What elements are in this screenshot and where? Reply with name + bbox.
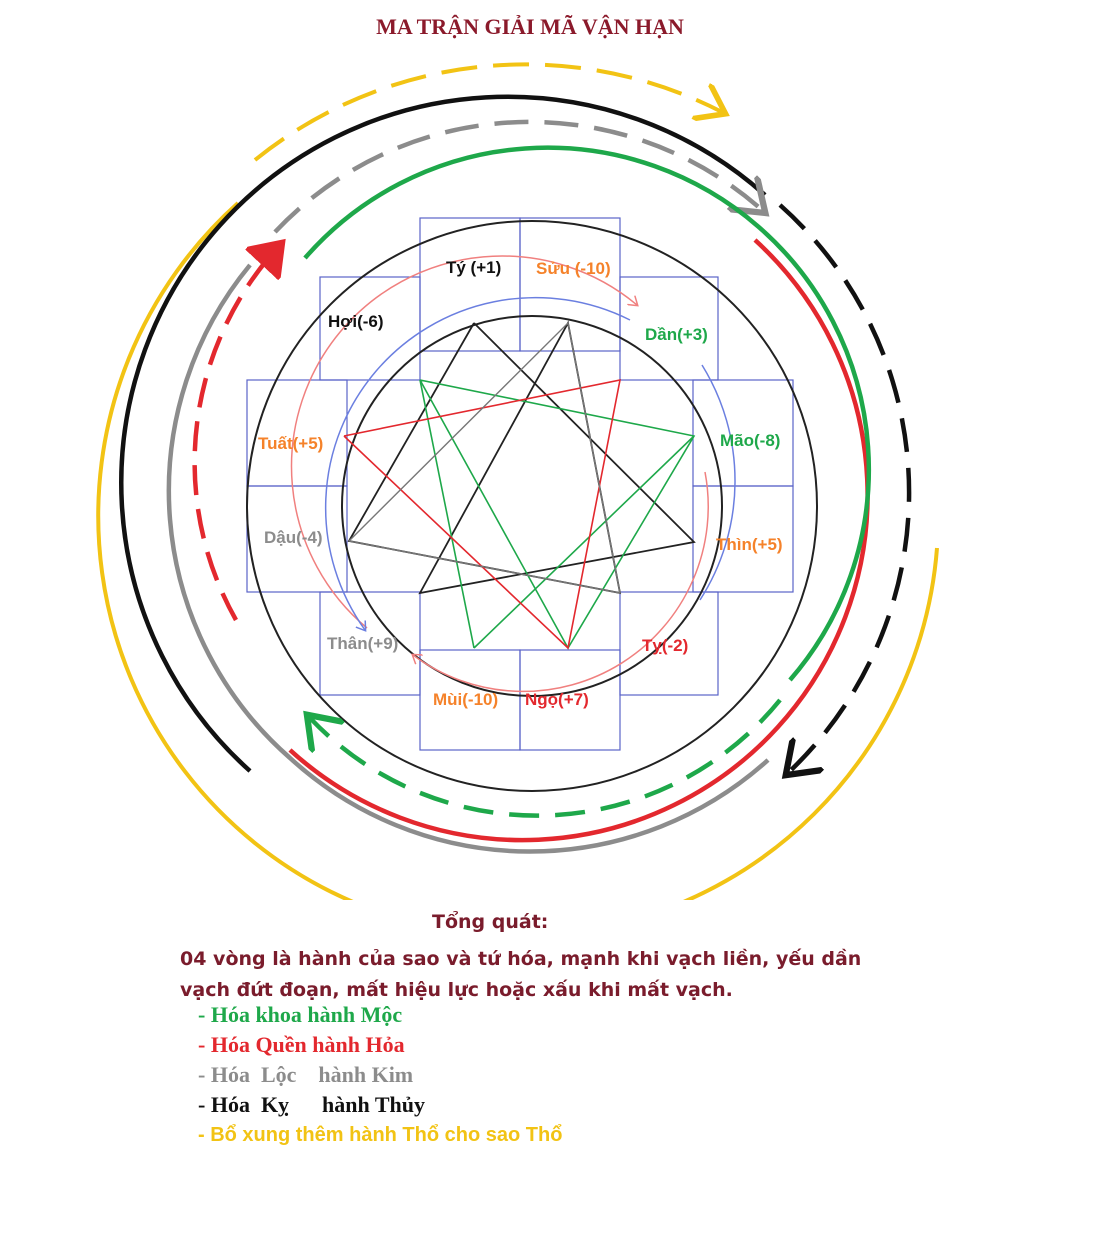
summary-heading: Tổng quát: [432,911,549,933]
summary-text: 04 vòng là hành của sao và tứ hóa, mạnh khi vạch liền, yếu dần vạch đứt đoạn, mất hiệu lực hoặc xấu khi mất vạch. [180,948,862,1001]
palace-label-mao: Mão(-8) [720,431,781,450]
legend-list [198,1000,562,1150]
legend-item-hoa-khoa: - Hóa khoa hành Mộc [198,1002,403,1027]
palace-label-dan: Dần(+3) [645,325,708,344]
ring-green-dashed [310,700,780,816]
inner-blue-arc-2 [700,365,735,600]
palace-label-than: Thân(+9) [327,634,399,653]
palace-label-mui: Mùi(-10) [433,690,499,709]
star-green [420,380,694,648]
palace-label-hoi: Hợi(-6) [328,312,384,331]
inner-blue-arc [326,298,630,630]
star-black [349,323,694,593]
legend-item-hoa-ky: - Hóa Kỵ hành Thủy [198,1092,426,1117]
palace-label-dau: Dậu(-4) [264,528,323,547]
star-red [344,380,620,648]
star-gray [349,323,620,593]
legend-item-hoa-quyen: - Hóa Quền hành Hỏa [198,1032,405,1057]
palace-label-ty-ran: Tỵ(-2) [642,636,689,655]
palace-label-suu: Sửu (-10) [536,259,611,278]
palace-label-thin: Thìn(+5) [716,535,783,554]
legend-item-hoa-loc: - Hóa Lộc hành Kim [198,1062,414,1087]
diagram-title: MA TRẬN GIẢI MÃ VẬN HẠN [376,14,684,39]
ring-gray-solid [169,265,768,852]
palace-label-ngo: Ngọ(+7) [525,690,589,709]
palace-label-tuat: Tuất(+5) [258,434,324,453]
legend-item-tho: - Bổ xung thêm hành Thổ cho sao Thổ [198,1124,563,1146]
palace-label-ty: Tý (+1) [446,258,502,277]
ring-red-dashed [195,245,280,620]
